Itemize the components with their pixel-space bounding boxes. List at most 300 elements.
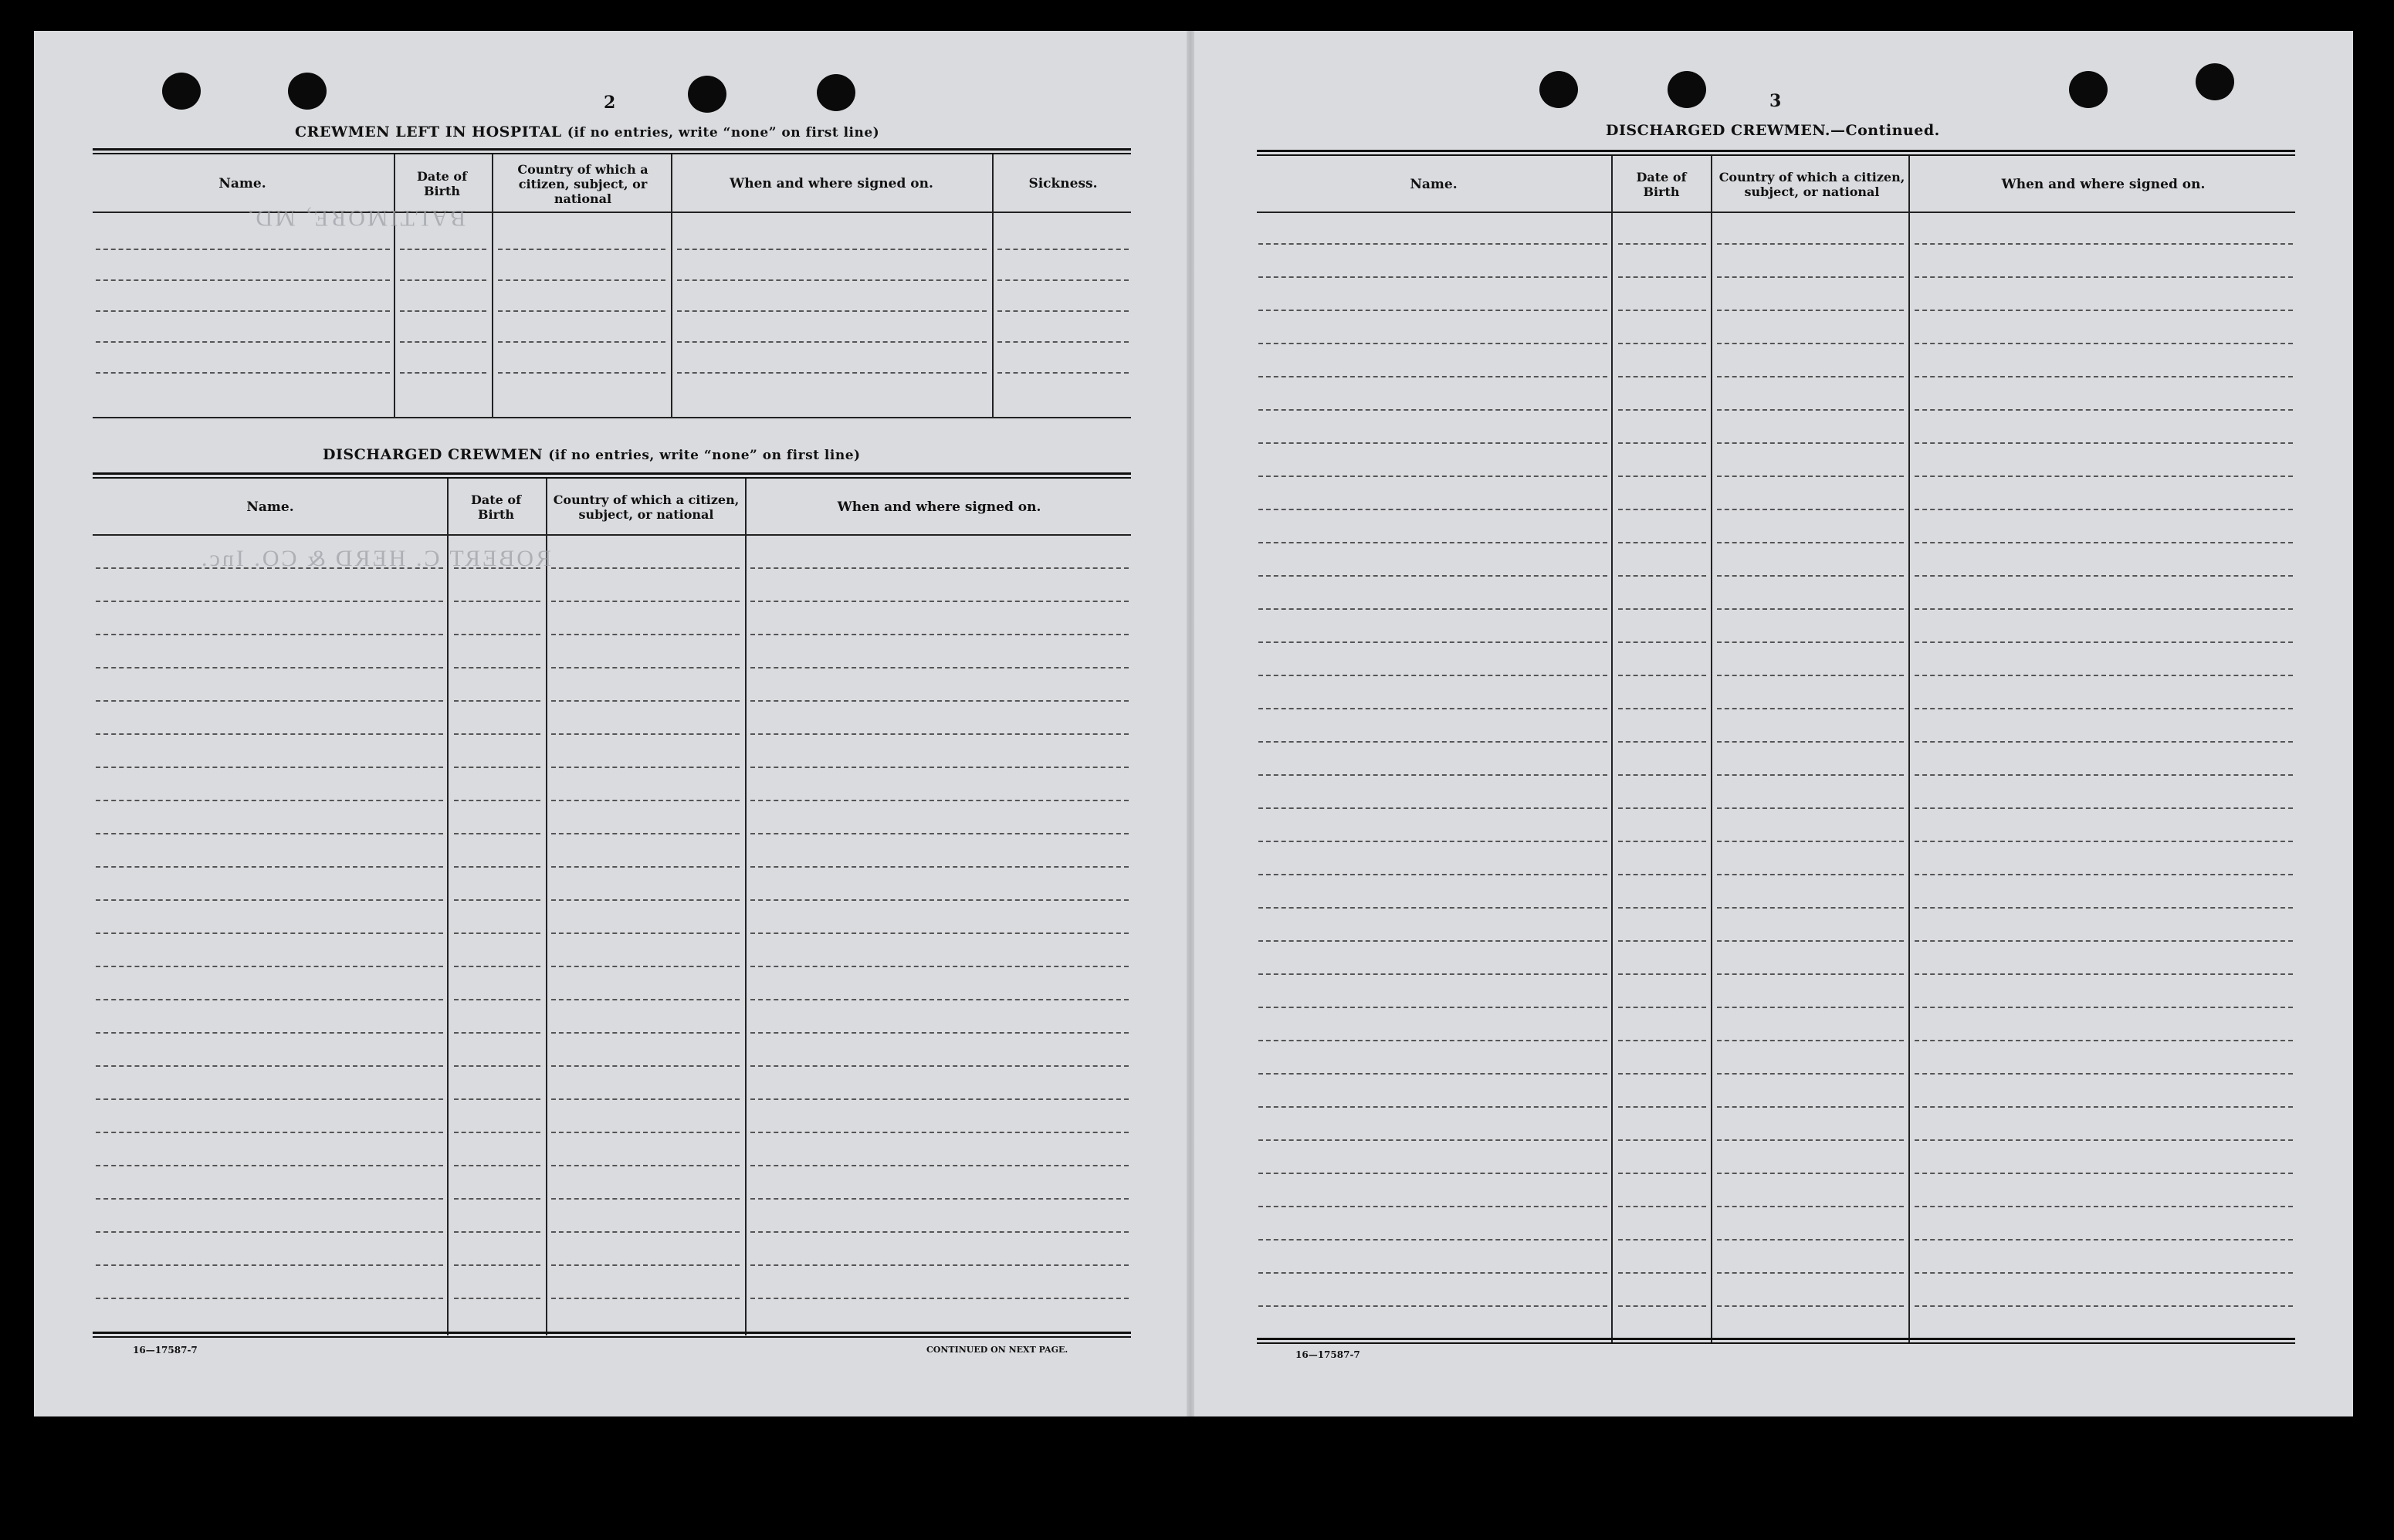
right-entry-line (1258, 409, 1607, 411)
hospital-entry-line (498, 341, 665, 343)
punch-hole-icon (162, 73, 201, 110)
punch-hole-icon (2069, 71, 2108, 108)
discharged-bottom-rule (93, 1332, 1131, 1334)
discharged-entry-line (750, 932, 1129, 934)
page-number-right: 3 (1769, 91, 1782, 111)
right-entry-line (1618, 1173, 1706, 1174)
right-entry-line (1915, 1206, 2293, 1207)
right-entry-line (1717, 741, 1904, 743)
discharged-entry-line (551, 1132, 740, 1133)
continued-note: CONTINUED ON NEXT PAGE. (926, 1345, 1068, 1355)
hospital-divider (671, 154, 672, 418)
right-entry-line (1717, 243, 1904, 245)
discharged-entry-line (96, 567, 443, 569)
discharged-entry-line (96, 1298, 443, 1299)
right-entry-line (1915, 1040, 2293, 1041)
right-entry-line (1915, 343, 2293, 344)
right-entry-line (1717, 907, 1904, 909)
right-entry-line (1717, 1305, 1904, 1307)
hospital-col-sickness: Sickness. (1028, 175, 1098, 191)
discharged-entry-line (750, 1298, 1129, 1299)
discharged-entry-line (96, 1264, 443, 1266)
right-entry-line (1717, 608, 1904, 610)
discharged-entry-line (551, 1264, 740, 1266)
hospital-entry-line (498, 310, 665, 312)
right-divider (1711, 156, 1712, 1343)
discharged-entry-line (750, 733, 1129, 735)
discharged-entry-line (551, 1098, 740, 1100)
discharged-entry-line (750, 1098, 1129, 1100)
discharged-entry-line (750, 1032, 1129, 1034)
discharged-entry-line (454, 733, 540, 735)
right-entry-line (1618, 641, 1706, 643)
right-entry-line (1618, 343, 1706, 344)
discharged-entry-line (454, 700, 540, 702)
discharged-entry-line (454, 966, 540, 967)
discharged-entry-line (454, 1065, 540, 1067)
discharged-entry-line (750, 601, 1129, 602)
right-entry-line (1258, 310, 1607, 311)
right-entry-line (1618, 973, 1706, 975)
right-entry-line (1717, 675, 1904, 676)
discharged-entry-line (96, 1032, 443, 1034)
right-entry-line (1717, 310, 1904, 311)
right-entry-line (1258, 874, 1607, 875)
right-entry-line (1717, 940, 1904, 942)
hospital-entry-line (677, 310, 987, 312)
right-entry-line (1915, 243, 2293, 245)
right-entry-line (1717, 708, 1904, 709)
right-entry-line (1618, 1007, 1706, 1008)
discharged-entry-line (750, 1231, 1129, 1233)
right-bottom-rule (1257, 1338, 2295, 1340)
right-entry-line (1915, 874, 2293, 875)
right-entry-line (1717, 973, 1904, 975)
right-entry-line (1717, 1007, 1904, 1008)
discharged-title-note: (if no entries, write “none” on first line) (548, 448, 861, 463)
discharged-entry-line (96, 899, 443, 901)
discharged-entry-line (96, 800, 443, 801)
right-entry-line (1618, 310, 1706, 311)
discharged-entry-line (750, 567, 1129, 569)
discharged-col-name: Name. (246, 499, 294, 515)
discharged-divider (546, 479, 547, 1335)
right-entry-line (1258, 1139, 1607, 1141)
hospital-divider (992, 154, 994, 418)
discharged-entry-line (551, 733, 740, 735)
hospital-entry-line (677, 279, 987, 281)
discharged-entry-line (551, 800, 740, 801)
right-entry-line (1258, 608, 1607, 610)
punch-hole-icon (688, 76, 726, 113)
discharged-entry-line (750, 700, 1129, 702)
form-number: 16—17587-7 (133, 1345, 198, 1356)
hospital-entry-line (498, 372, 665, 374)
right-entry-line (1915, 1239, 2293, 1240)
discharged-entry-line (551, 601, 740, 602)
right-entry-line (1915, 907, 2293, 909)
right-entry-line (1717, 1073, 1904, 1075)
right-entry-line (1618, 874, 1706, 875)
discharged-entry-line (551, 966, 740, 967)
discharged-entry-line (454, 1264, 540, 1266)
right-entry-line (1258, 243, 1607, 245)
right-entry-line (1258, 675, 1607, 676)
form-number-right: 16—17587-7 (1295, 1349, 1360, 1360)
right-entry-line (1258, 1305, 1607, 1307)
right-entry-line (1717, 509, 1904, 510)
discharged-entry-line (96, 1165, 443, 1166)
discharged-entry-line (551, 866, 740, 868)
right-entry-line (1717, 1040, 1904, 1041)
right-entry-line (1618, 1106, 1706, 1108)
right-entry-line (1618, 409, 1706, 411)
right-entry-line (1258, 542, 1607, 543)
discharged-entry-line (750, 1132, 1129, 1133)
right-entry-line (1618, 741, 1706, 743)
right-entry-line (1618, 376, 1706, 377)
right-entry-line (1915, 376, 2293, 377)
discharged-entry-line (454, 1098, 540, 1100)
discharged-entry-line (750, 1065, 1129, 1067)
hospital-section-title (295, 124, 879, 140)
discharged-entry-line (750, 800, 1129, 801)
hospital-entry-line (997, 279, 1129, 281)
right-entry-line (1258, 741, 1607, 743)
right-entry-line (1915, 476, 2293, 477)
discharged-entry-line (551, 634, 740, 635)
right-entry-line (1258, 343, 1607, 344)
right-entry-line (1915, 509, 2293, 510)
discharged-entry-line (551, 1065, 740, 1067)
hospital-entry-line (400, 310, 486, 312)
discharged-entry-line (96, 634, 443, 635)
right-entry-line (1915, 841, 2293, 842)
discharged-entry-line (551, 1231, 740, 1233)
discharged-entry-line (750, 634, 1129, 635)
right-entry-line (1717, 841, 1904, 842)
right-entry-line (1258, 1239, 1607, 1240)
discharged-entry-line (551, 567, 740, 569)
discharged-entry-line (551, 833, 740, 834)
discharged-title-text: DISCHARGED CREWMEN (323, 446, 543, 463)
hospital-entry-line (997, 310, 1129, 312)
right-entry-line (1915, 1106, 2293, 1108)
right-entry-line (1915, 1073, 2293, 1075)
discharged-entry-line (750, 999, 1129, 1000)
right-entry-line (1258, 907, 1607, 909)
discharged-entry-line (750, 833, 1129, 834)
hospital-entry-line (96, 310, 390, 312)
right-entry-line (1618, 807, 1706, 809)
right-entry-line (1915, 575, 2293, 577)
right-entry-line (1618, 608, 1706, 610)
discharged-divider (745, 479, 747, 1335)
right-entry-line (1915, 542, 2293, 543)
right-entry-line (1618, 675, 1706, 676)
right-entry-line (1915, 1173, 2293, 1174)
discharged-entry-line (454, 866, 540, 868)
right-entry-line (1717, 575, 1904, 577)
right-entry-line (1258, 973, 1607, 975)
right-entry-line (1258, 509, 1607, 510)
punch-hole-icon (288, 73, 327, 110)
hospital-divider (492, 154, 493, 418)
discharged-entry-line (96, 767, 443, 768)
right-section-title: DISCHARGED CREWMEN.—Continued. (1606, 122, 1940, 139)
hospital-top-rule (93, 148, 1131, 151)
discharged-entry-line (454, 667, 540, 668)
punch-hole-icon (817, 74, 855, 111)
right-entry-line (1915, 310, 2293, 311)
right-entry-line (1618, 542, 1706, 543)
right-entry-line (1915, 774, 2293, 776)
right-entry-line (1618, 1040, 1706, 1041)
page-number: 2 (604, 93, 616, 113)
discharged-entry-line (454, 1298, 540, 1299)
right-entry-line (1915, 409, 2293, 411)
discharged-entry-line (96, 700, 443, 702)
discharged-entry-line (750, 866, 1129, 868)
discharged-entry-line (551, 667, 740, 668)
right-entry-line (1258, 708, 1607, 709)
discharged-entry-line (551, 700, 740, 702)
right-entry-line (1915, 608, 2293, 610)
right-entry-line (1717, 1239, 1904, 1240)
right-entry-line (1258, 476, 1607, 477)
discharged-entry-line (96, 999, 443, 1000)
right-col-country: Country of which a citizen, subject, or national (1718, 170, 1905, 199)
discharged-entry-line (454, 833, 540, 834)
discharged-entry-line (96, 1132, 443, 1133)
hospital-col-country: Country of which a citizen, subject, or national (517, 161, 648, 206)
right-page (1190, 31, 2353, 1416)
discharged-entry-line (551, 1298, 740, 1299)
discharged-entry-line (454, 1132, 540, 1133)
discharged-entry-line (96, 966, 443, 967)
right-divider (1611, 156, 1613, 1343)
right-entry-line (1258, 1073, 1607, 1075)
right-divider (1908, 156, 1910, 1343)
hospital-col-signed: When and where signed on. (730, 175, 933, 191)
right-entry-line (1915, 276, 2293, 278)
right-entry-line (1618, 509, 1706, 510)
discharged-entry-line (96, 1065, 443, 1067)
discharged-col-country: Country of which a citizen, subject, or national (553, 492, 740, 522)
hospital-entry-line (400, 372, 486, 374)
discharged-entry-line (551, 999, 740, 1000)
discharged-section-title (323, 446, 861, 463)
right-entry-line (1258, 276, 1607, 278)
discharged-entry-line (454, 800, 540, 801)
right-entry-line (1618, 1206, 1706, 1207)
hospital-entry-line (498, 249, 665, 250)
right-entry-line (1258, 1007, 1607, 1008)
hospital-bottom-rule (93, 417, 1131, 418)
right-entry-line (1258, 1106, 1607, 1108)
discharged-divider (447, 479, 449, 1335)
discharged-entry-line (750, 767, 1129, 768)
right-col-dob: Date of Birth (1636, 170, 1687, 199)
right-entry-line (1618, 1305, 1706, 1307)
discharged-entry-line (551, 767, 740, 768)
discharged-entry-line (750, 1165, 1129, 1166)
discharged-entry-line (454, 567, 540, 569)
right-entry-line (1915, 1007, 2293, 1008)
right-entry-line (1618, 1239, 1706, 1240)
discharged-entry-line (454, 601, 540, 602)
discharged-entry-line (454, 634, 540, 635)
right-entry-line (1618, 774, 1706, 776)
right-entry-line (1618, 476, 1706, 477)
right-entry-line (1717, 1272, 1904, 1274)
discharged-entry-line (454, 932, 540, 934)
hospital-entry-line (677, 372, 987, 374)
right-top-rule (1257, 150, 2295, 152)
right-entry-line (1915, 1272, 2293, 1274)
right-entry-line (1915, 708, 2293, 709)
discharged-entry-line (96, 833, 443, 834)
right-entry-line (1717, 442, 1904, 444)
right-entry-line (1618, 841, 1706, 842)
right-entry-line (1717, 476, 1904, 477)
right-entry-line (1915, 442, 2293, 444)
discharged-entry-line (551, 1198, 740, 1200)
right-entry-line (1258, 774, 1607, 776)
discharged-entry-line (96, 733, 443, 735)
hospital-entry-line (400, 249, 486, 250)
right-entry-line (1717, 343, 1904, 344)
right-entry-line (1915, 1305, 2293, 1307)
discharged-col-dob: Date of Birth (471, 492, 521, 522)
hospital-entry-line (677, 249, 987, 250)
discharged-entry-line (454, 767, 540, 768)
hospital-entry-line (400, 341, 486, 343)
discharged-entry-line (750, 899, 1129, 901)
discharged-entry-line (551, 899, 740, 901)
discharged-entry-line (96, 866, 443, 868)
right-entry-line (1618, 442, 1706, 444)
discharged-entry-line (96, 667, 443, 668)
hospital-entry-line (96, 249, 390, 250)
punch-hole-icon (1539, 71, 1578, 108)
discharged-entry-line (551, 932, 740, 934)
hospital-col-dob: Date of Birth (417, 169, 467, 198)
hospital-col-name: Name. (218, 175, 266, 191)
right-entry-line (1618, 243, 1706, 245)
right-col-signed: When and where signed on. (2001, 176, 2206, 192)
right-entry-line (1915, 1139, 2293, 1141)
discharged-entry-line (454, 899, 540, 901)
stamp-company: ROBERT C. HERD & CO. Inc. (199, 546, 551, 571)
right-entry-line (1915, 741, 2293, 743)
right-entry-line (1717, 874, 1904, 875)
discharged-header-rule (93, 534, 1131, 536)
hospital-title-note: (if no entries, write “none” on first line) (567, 125, 880, 140)
hospital-entry-line (997, 341, 1129, 343)
discharged-col-signed: When and where signed on. (837, 499, 1041, 515)
right-entry-line (1717, 542, 1904, 543)
right-entry-line (1915, 940, 2293, 942)
right-entry-line (1717, 376, 1904, 377)
hospital-entry-line (997, 249, 1129, 250)
discharged-entry-line (454, 1032, 540, 1034)
right-entry-line (1258, 575, 1607, 577)
discharged-entry-line (551, 1165, 740, 1166)
right-entry-line (1717, 1173, 1904, 1174)
right-entry-line (1258, 1272, 1607, 1274)
hospital-entry-line (96, 279, 390, 281)
right-entry-line (1915, 807, 2293, 809)
stamp-baltimore: BALTIMORE, MD. (245, 205, 466, 231)
page-fold (1187, 31, 1194, 1416)
right-entry-line (1258, 1173, 1607, 1174)
right-entry-line (1258, 376, 1607, 377)
right-header-rule (1257, 212, 2295, 213)
right-entry-line (1618, 276, 1706, 278)
punch-hole-icon (2196, 63, 2234, 100)
discharged-entry-line (96, 1198, 443, 1200)
punch-hole-icon (1668, 71, 1706, 108)
right-entry-line (1258, 641, 1607, 643)
right-entry-line (1258, 940, 1607, 942)
right-col-name: Name. (1410, 176, 1458, 192)
hospital-entry-line (400, 279, 486, 281)
right-entry-line (1618, 1073, 1706, 1075)
right-entry-line (1717, 807, 1904, 809)
right-entry-line (1915, 973, 2293, 975)
hospital-entry-line (96, 341, 390, 343)
discharged-top-rule (93, 472, 1131, 475)
right-entry-line (1915, 641, 2293, 643)
hospital-divider (394, 154, 395, 418)
right-entry-line (1717, 409, 1904, 411)
discharged-entry-line (454, 1165, 540, 1166)
discharged-entry-line (454, 1231, 540, 1233)
right-entry-line (1915, 675, 2293, 676)
discharged-entry-line (96, 601, 443, 602)
discharged-entry-line (750, 1198, 1129, 1200)
right-entry-line (1258, 442, 1607, 444)
right-entry-line (1717, 1106, 1904, 1108)
left-page (34, 31, 1190, 1416)
right-entry-line (1618, 940, 1706, 942)
right-entry-line (1717, 1139, 1904, 1141)
discharged-entry-line (551, 1032, 740, 1034)
right-entry-line (1258, 807, 1607, 809)
discharged-entry-line (750, 1264, 1129, 1266)
discharged-entry-line (454, 999, 540, 1000)
right-entry-line (1258, 1206, 1607, 1207)
hospital-entry-line (96, 372, 390, 374)
right-entry-line (1618, 1272, 1706, 1274)
discharged-entry-line (96, 932, 443, 934)
right-entry-line (1618, 1139, 1706, 1141)
right-entry-line (1258, 841, 1607, 842)
right-entry-line (1258, 1040, 1607, 1041)
discharged-entry-line (96, 1231, 443, 1233)
right-entry-line (1717, 276, 1904, 278)
hospital-entry-line (677, 341, 987, 343)
right-entry-line (1618, 907, 1706, 909)
right-entry-line (1618, 575, 1706, 577)
hospital-title-text: CREWMEN LEFT IN HOSPITAL (295, 124, 562, 140)
discharged-entry-line (750, 667, 1129, 668)
right-entry-line (1717, 774, 1904, 776)
discharged-entry-line (96, 1098, 443, 1100)
hospital-entry-line (997, 372, 1129, 374)
right-entry-line (1717, 1206, 1904, 1207)
